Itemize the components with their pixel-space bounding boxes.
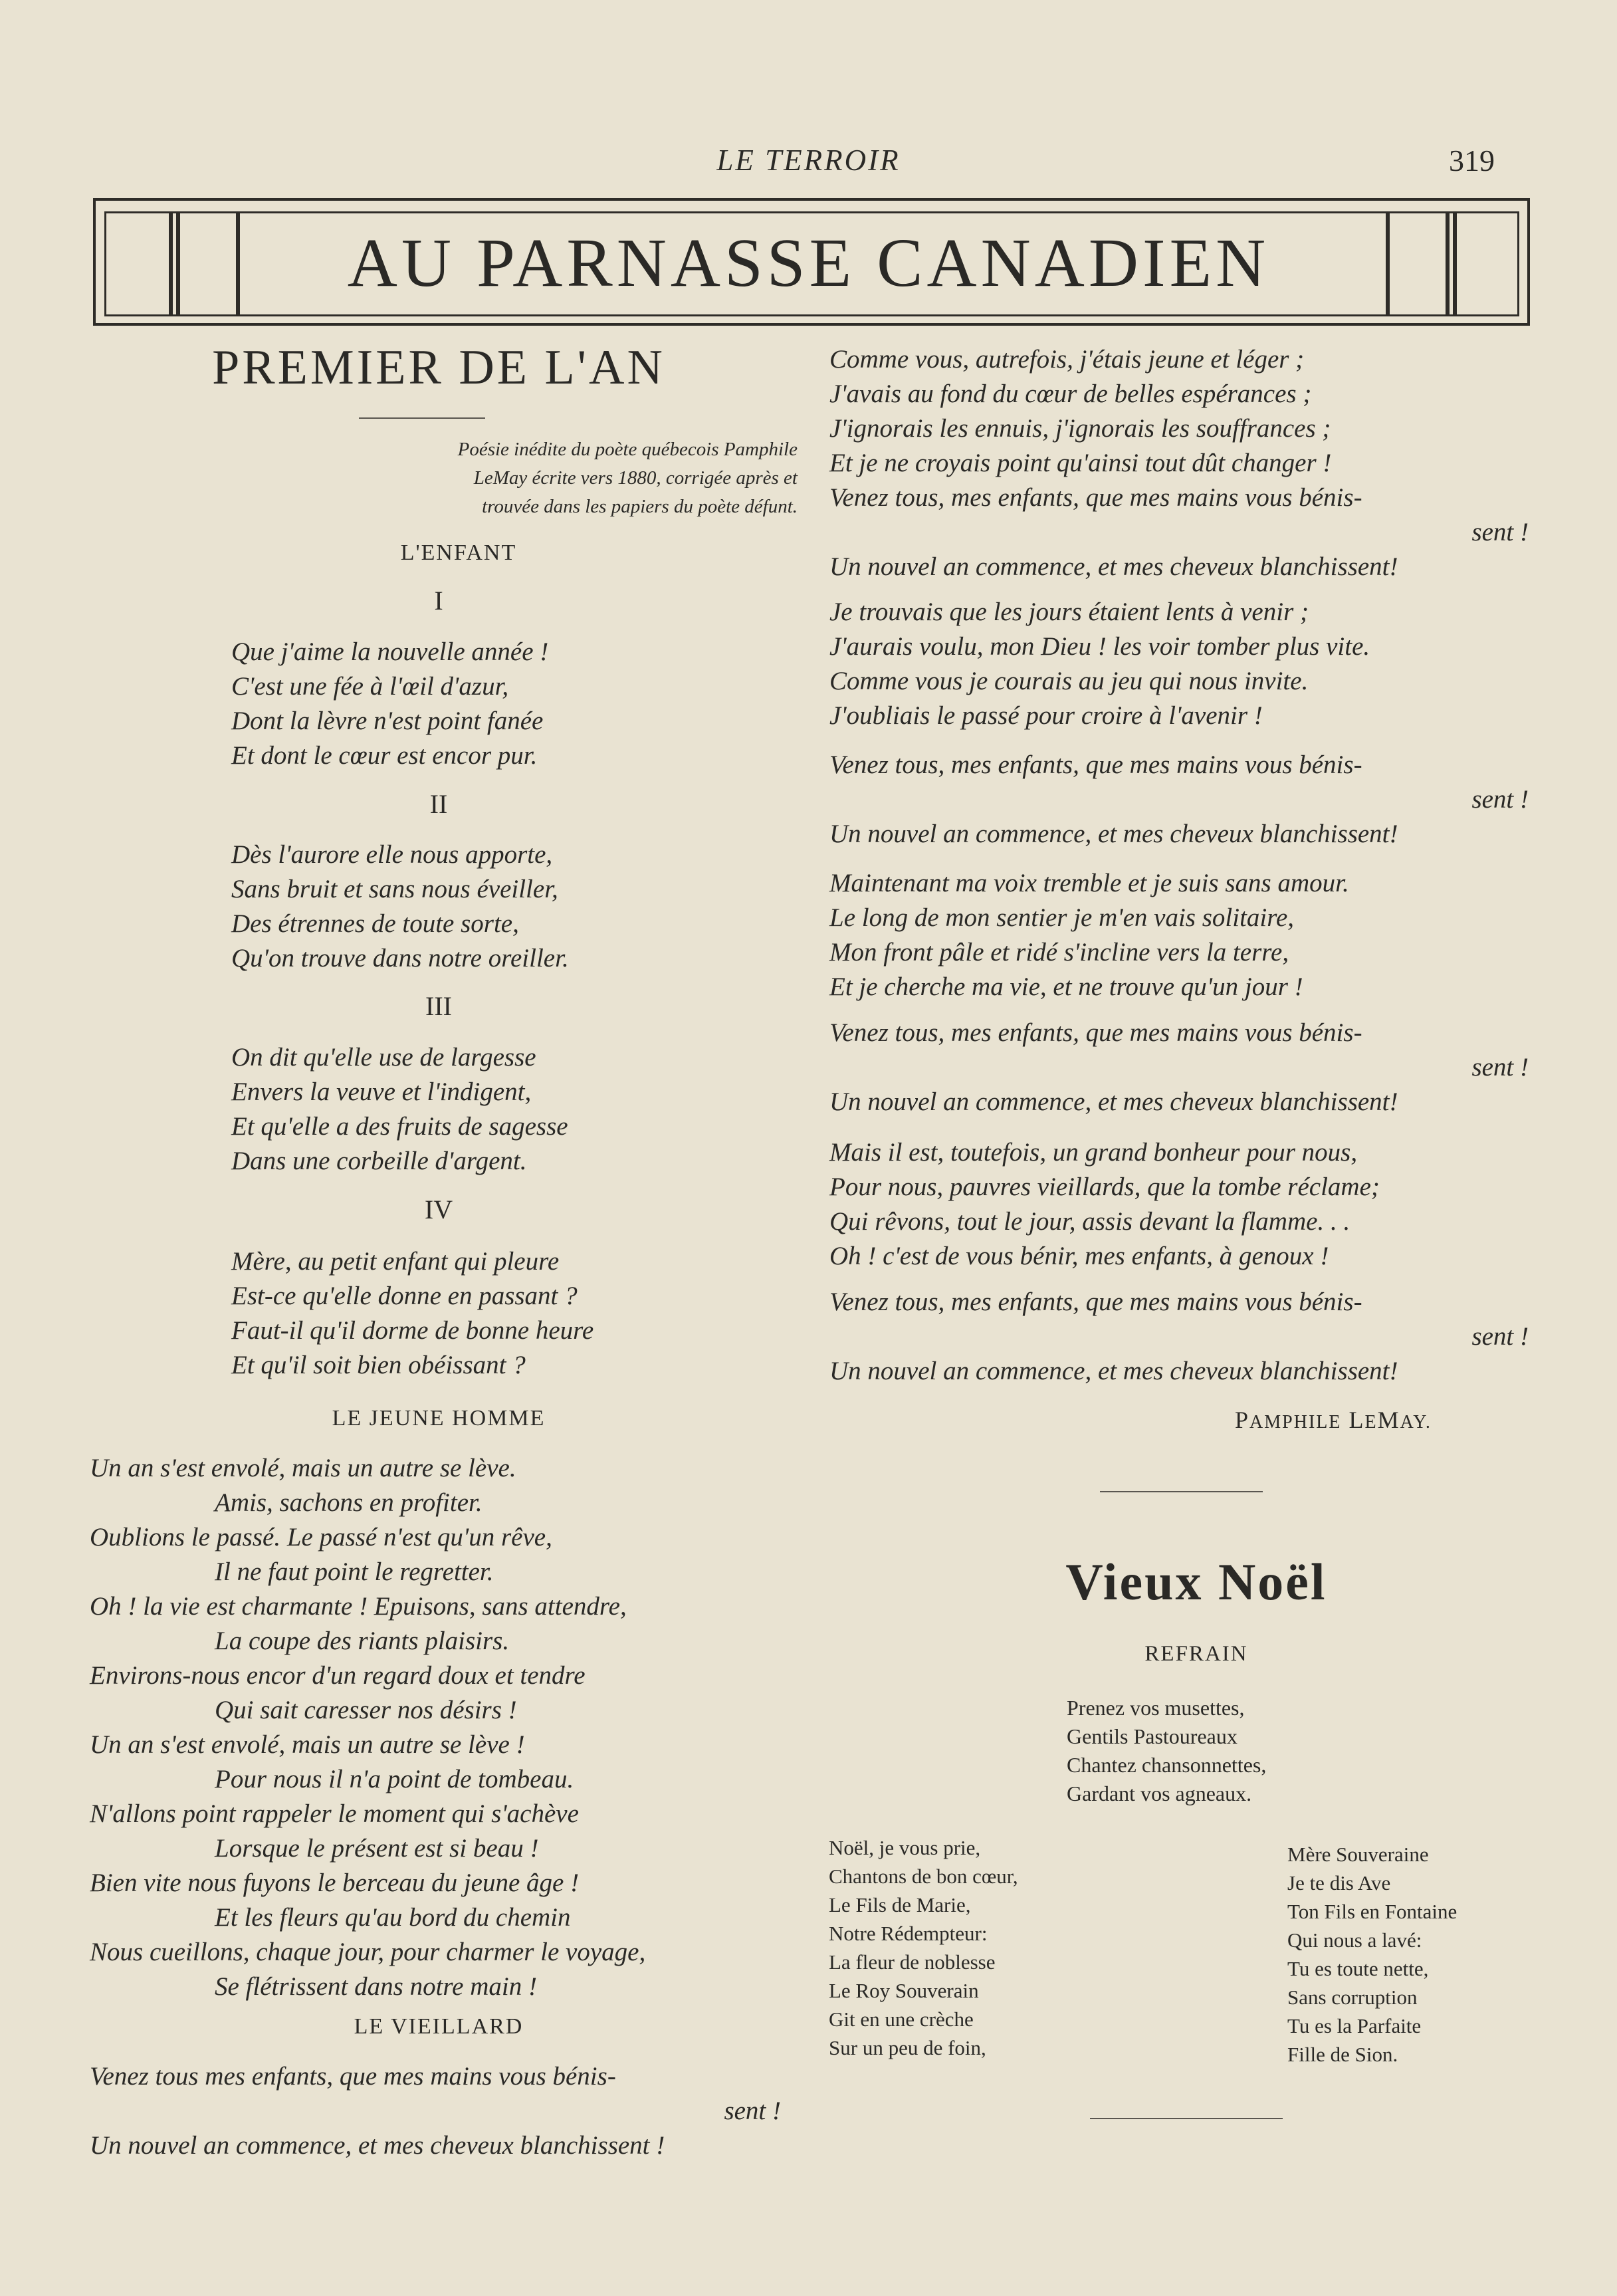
verse-line: Dont la lèvre n'est point fanée	[231, 707, 544, 735]
verse-line: Et les fleurs qu'au bord du chemin	[215, 1903, 571, 1932]
verse-line: Que j'aime la nouvelle année !	[231, 637, 549, 666]
signature	[1235, 1406, 1432, 1434]
verse-line: La coupe des riants plaisirs.	[215, 1627, 510, 1655]
stanza	[829, 595, 1542, 733]
signature-initial: M	[1377, 1407, 1400, 1433]
verse-line: Lorsque le présent est si beau !	[215, 1834, 539, 1863]
separator-rule	[1090, 2118, 1283, 2119]
banner-rule	[1453, 211, 1457, 316]
verse-line: Il ne faut point le regretter.	[215, 1557, 494, 1586]
verse-line: J'oubliais le passé pour croire à l'avenir !	[829, 701, 1263, 730]
verse-line: Et je ne croyais point qu'ainsi tout dût changer !	[829, 449, 1332, 477]
stanza-number: I	[434, 586, 443, 616]
intro-line: trouvée dans les papiers du poète défunt.	[482, 496, 798, 517]
verse-line: On dit qu'elle use de largesse	[231, 1043, 536, 1072]
stanza-number: III	[425, 991, 452, 1021]
signature-text: AY.	[1400, 1412, 1432, 1433]
verse-line: Dès l'aurore elle nous apporte,	[231, 840, 553, 869]
verse-line: Se flétrissent dans notre main !	[215, 1972, 537, 2001]
refrain-heading: REFRAIN	[1144, 1642, 1248, 1666]
verse-line: sent !	[724, 2097, 781, 2125]
verse-line: Comme vous, autrefois, j'étais jeune et léger ;	[829, 345, 1305, 374]
intro-line: Poésie inédite du poète québecois Pamphile	[457, 439, 798, 460]
noel-stanza-left	[829, 1833, 1018, 2062]
verse-line: Git en une crèche	[829, 2008, 974, 2031]
stanza	[829, 748, 1542, 852]
verse-line: sent !	[1471, 518, 1529, 546]
verse-line: Ton Fils en Fontaine	[1287, 1900, 1457, 1923]
signature-initial: L	[1348, 1407, 1365, 1433]
verse-line: J'ignorais les ennuis, j'ignorais les souffrances ;	[829, 414, 1331, 443]
verse-line: Gardant vos agneaux.	[1067, 1781, 1252, 1805]
verse-line: Venez tous, mes enfants, que mes mains vous bénis-	[829, 1018, 1362, 1047]
verse-line: Venez tous, mes enfants, que mes mains vous bénis-	[829, 1288, 1362, 1316]
verse-line: Venez tous mes enfants, que mes mains vous bénis-	[90, 2062, 616, 2091]
noel-stanza-right	[1287, 1840, 1457, 2069]
verse-line: Qui rêvons, tout le jour, assis devant la flamme. . .	[829, 1207, 1350, 1236]
verse-line: Oh ! la vie est charmante ! Epuisons, sans attendre,	[90, 1592, 627, 1621]
verse-line: sent !	[1471, 785, 1529, 814]
stanza	[829, 1135, 1542, 1274]
section-heading-jeune-homme: LE JEUNE HOMME	[332, 1406, 546, 1431]
verse-line: J'aurais voulu, mon Dieu ! les voir tomber plus vite.	[829, 632, 1370, 661]
title-rule	[359, 417, 485, 419]
stanza	[829, 1016, 1542, 1119]
verse-line: Est-ce qu'elle donne en passant ?	[231, 1282, 578, 1310]
verse-line: Noël, je vous prie,	[829, 1836, 981, 1859]
verse-line: Gentils Pastoureaux	[1067, 1724, 1238, 1748]
verse-line: Le long de mon sentier je m'en vais solitaire,	[829, 903, 1295, 932]
verse-line: Un nouvel an commence, et mes cheveux blanchissent!	[829, 820, 1398, 848]
running-title: LE TERROIR	[716, 144, 901, 177]
verse-line: Le Roy Souverain	[829, 1979, 979, 2002]
verse-line: Sans corruption	[1287, 1986, 1418, 2009]
stanza-number: IV	[424, 1195, 453, 1224]
verse-line: Pour nous il n'a point de tombeau.	[215, 1765, 574, 1793]
stanza	[231, 838, 569, 976]
verse-line: Bien vite nous fuyons le berceau du jeune âge !	[90, 1869, 580, 1897]
verse-line: Je trouvais que les jours étaient lents à venir ;	[829, 598, 1309, 626]
verse-line: Le Fils de Marie,	[829, 1893, 971, 1916]
verse-line: Amis, sachons en profiter.	[215, 1488, 483, 1517]
signature-text: E	[1364, 1412, 1378, 1433]
verse-line: sent !	[1471, 1053, 1529, 1082]
verse-line: Et je cherche ma vie, et ne trouve qu'un jour !	[829, 973, 1303, 1001]
banner-rule	[1446, 211, 1450, 316]
verse-line: Un an s'est envolé, mais un autre se lève !	[90, 1730, 525, 1759]
verse-line: Comme vous je courais au jeu qui nous invite.	[829, 667, 1309, 695]
poem-title: PREMIER DE L'AN	[212, 340, 665, 395]
verse-line: sent !	[1471, 1322, 1529, 1351]
verse-line: Un an s'est envolé, mais un autre se lève.	[90, 1454, 516, 1482]
verse-line: Qui nous a lavé:	[1287, 1928, 1422, 1952]
stanza-number: II	[429, 789, 448, 819]
verse-line: Envers la veuve et l'indigent,	[231, 1078, 532, 1106]
verse-line: Des étrennes de toute sorte,	[231, 909, 519, 938]
verse-line: Je te dis Ave	[1287, 1871, 1391, 1894]
verse-line: Prenez vos musettes,	[1067, 1696, 1245, 1720]
verse-line: Faut-il qu'il dorme de bonne heure	[231, 1316, 594, 1345]
banner-title: AU PARNASSE CANADIEN	[347, 225, 1270, 301]
verse-line: Mère, au petit enfant qui pleure	[231, 1247, 560, 1276]
verse-line: Un nouvel an commence, et mes cheveux blanchissent!	[829, 552, 1398, 581]
stanza	[829, 866, 1542, 1004]
verse-line: Un nouvel an commence, et mes cheveux blanchissent!	[829, 1088, 1398, 1116]
verse-line: Sur un peu de foin,	[829, 2036, 986, 2059]
verse-line: Oublions le passé. Le passé n'est qu'un rêve,	[90, 1523, 552, 1551]
verse-line: Nous cueillons, chaque jour, pour charmer le voyage,	[90, 1938, 646, 1966]
verse-line: N'allons point rappeler le moment qui s'achève	[90, 1799, 579, 1828]
banner-rule	[1386, 211, 1390, 316]
verse-line: Et qu'elle a des fruits de sagesse	[231, 1112, 568, 1141]
verse-line: Mon front pâle et ridé s'incline vers la terre,	[829, 938, 1289, 967]
verse-line: Tu es toute nette,	[1287, 1957, 1429, 1980]
section-heading-vieillard: LE VIEILLARD	[354, 2014, 524, 2039]
intro-line: LeMay écrite vers 1880, corrigée après et	[473, 467, 798, 489]
stanza-jeune-homme	[90, 1451, 645, 2004]
stanza	[231, 635, 548, 773]
signature-text: AMPHILE	[1249, 1412, 1342, 1433]
verse-line: Notre Rédempteur:	[829, 1922, 988, 1945]
stanza	[829, 1285, 1542, 1389]
verse-line: Un nouvel an commence, et mes cheveux blanchissent !	[90, 2131, 665, 2160]
section-heading-enfant: L'ENFANT	[400, 540, 517, 565]
verse-line: Et dont le cœur est encor pur.	[231, 741, 538, 770]
stanza	[231, 1244, 593, 1383]
verse-line: Tu es la Parfaite	[1287, 2014, 1422, 2037]
verse-line: Chantons de bon cœur,	[829, 1865, 1018, 1888]
verse-line: Mère Souveraine	[1287, 1843, 1429, 1866]
verse-line: Qui sait caresser nos désirs !	[215, 1696, 517, 1724]
page-number: 319	[1449, 144, 1495, 177]
banner-rule	[176, 211, 180, 316]
verse-line: Et qu'il soit bien obéissant ?	[231, 1351, 526, 1379]
verse-line: Mais il est, toutefois, un grand bonheur pour nous,	[829, 1138, 1358, 1167]
verse-line: Chantez chansonnettes,	[1067, 1753, 1267, 1777]
poem2-title: Vieux Noël	[1065, 1553, 1327, 1611]
verse-line: Dans une corbeille d'argent.	[231, 1147, 527, 1175]
verse-line: La fleur de noblesse	[829, 1950, 996, 1974]
verse-line: J'avais au fond du cœur de belles espérances ;	[829, 380, 1312, 408]
verse-line: Qu'on trouve dans notre oreiller.	[231, 944, 569, 973]
verse-line: Un nouvel an commence, et mes cheveux blanchissent!	[829, 1357, 1398, 1385]
verse-line: Oh ! c'est de vous bénir, mes enfants, à genoux !	[829, 1242, 1329, 1270]
verse-line: Fille de Sion.	[1287, 2043, 1398, 2066]
refrain-stanza	[1067, 1694, 1266, 1808]
verse-line: Maintenant ma voix tremble et je suis sans amour.	[829, 869, 1349, 897]
verse-line: Environs-nous encor d'un regard doux et tendre	[90, 1661, 586, 1690]
verse-line: C'est une fée à l'œil d'azur,	[231, 672, 509, 701]
poem-intro	[346, 435, 798, 521]
verse-line: Sans bruit et sans nous éveiller,	[231, 875, 558, 903]
separator-rule	[1100, 1491, 1263, 1492]
verse-line: Pour nous, pauvres vieillards, que la tombe réclame;	[829, 1173, 1380, 1201]
stanza	[829, 342, 1542, 584]
signature-initial: P	[1235, 1407, 1250, 1433]
banner-rule	[169, 211, 173, 316]
stanza	[231, 1040, 568, 1179]
verse-line: Venez tous, mes enfants, que mes mains vous bénis-	[829, 483, 1362, 512]
verse-line: Venez tous, mes enfants, que mes mains vous bénis-	[829, 750, 1362, 779]
stanza-vieillard-refrain	[90, 2059, 794, 2163]
